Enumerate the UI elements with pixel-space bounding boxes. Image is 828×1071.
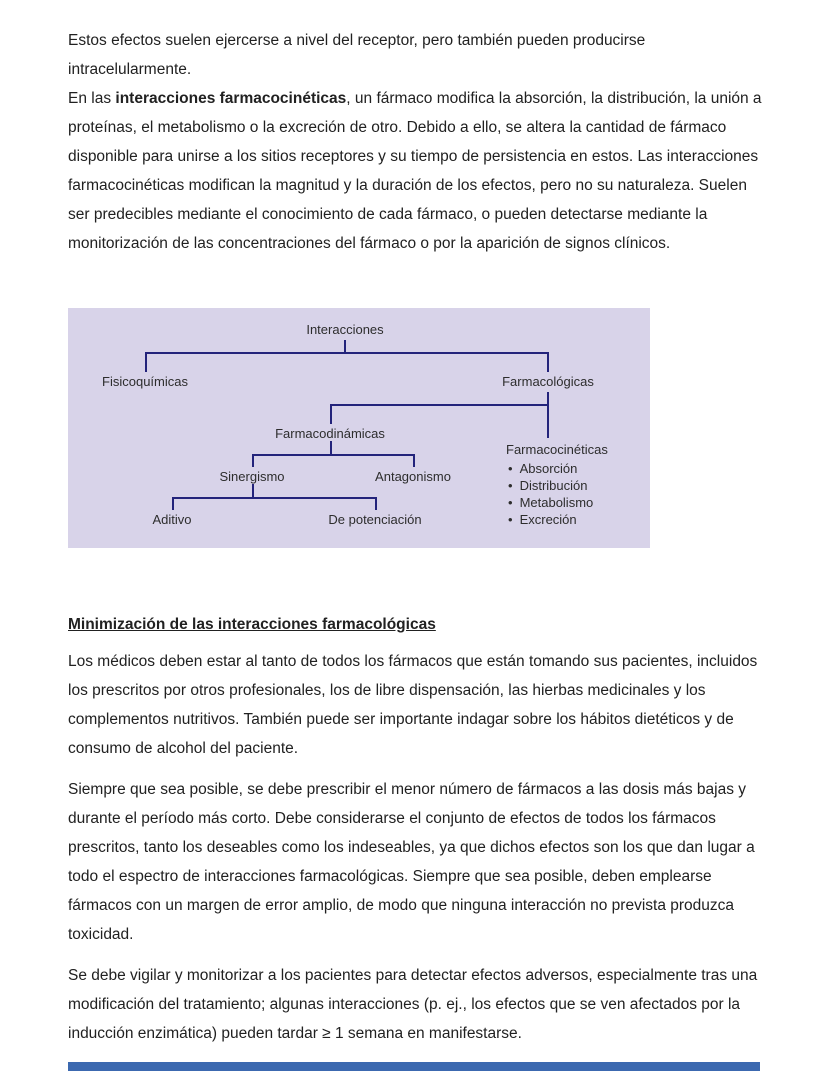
paragraph-intro-1: Estos efectos suelen ejercerse a nivel del receptor, pero también pueden producirse intracelularmente. [68, 32, 646, 78]
connector-line [330, 441, 332, 454]
bold-term: interacciones farmacocinéticas [115, 90, 347, 107]
intro-text [68, 26, 768, 258]
paragraph-section-1: Los médicos deben estar al tanto de todos los fármacos que están tomando sus pacientes, incluidos los prescritos por otros profesionales, los de libre dispensación, las hierbas medicinales y los complementos nutritivos. También puede ser importante indagar sobre los hábitos dietéticos y de consumo de alcohol del paciente. [68, 653, 758, 757]
connector-line [330, 404, 332, 424]
pharmacokinetic-title: Farmacocinéticas [506, 442, 608, 457]
connector-line [172, 497, 174, 510]
minimization-section [68, 610, 768, 1060]
connector-line [145, 352, 549, 354]
paragraph-section-2: Siempre que sea posible, se debe prescribir el menor número de fármacos a las dosis más bajas y durante el período más corto. Debe considerarse el conjunto de efectos de todos los fármacos prescritos, tanto los deseables como los indeseables, ya que dichos efectos son los que dan lugar a todo el espectro de interacciones farmacológicas. Siempre que sea posible, deben emplearse fármacos con un margen de error amplio, de modo que ninguna interacción no prevista produzca toxicidad. [68, 781, 755, 943]
connector-line [330, 404, 549, 406]
list-item: • Absorción [506, 460, 608, 477]
connector-line [252, 454, 254, 467]
connector-line [375, 497, 377, 510]
diagram-node-pharmacodynamic: Farmacodinámicas [275, 426, 385, 441]
connector-line [172, 497, 377, 499]
connector-line [547, 352, 549, 372]
diagram-node-root: Interacciones [306, 322, 384, 337]
diagram-node-potentiation: De potenciación [328, 512, 422, 527]
connector-line [252, 484, 254, 497]
diagram-node-additive: Aditivo [152, 512, 192, 527]
paragraph-section-3: Se debe vigilar y monitorizar a los pacientes para detectar efectos adversos, especialmente tras una modificación del tratamiento; algunas interacciones (p. ej., los efectos que se ven afectados por la inducción enzimática) pueden tardar ≥ 1 semana en manifestarse. [68, 967, 758, 1042]
diagram-node-pharmacological: Farmacológicas [502, 374, 594, 389]
section-heading: Minimización de las interacciones farmacológicas [68, 616, 436, 633]
list-item: • Metabolismo [506, 494, 608, 511]
partial-table-header-bar [68, 1062, 760, 1071]
diagram-node-pharmacokinetic [506, 442, 608, 528]
connector-line [145, 352, 147, 372]
text-run: , un fármaco modifica la absorción, la distribución, la unión a proteínas, el metabolismo o la excreción de otro. Debido a ello, se altera la cantidad de fármaco disponible para unirse a los sitios receptores y su tiempo de persistencia en estos. Las interacciones farmacocinéticas modifican la magnitud y la duración de los efectos, pero no su naturaleza. Suelen ser predecibles mediante el conocimiento de cada fármaco, o pueden detectarse mediante la monitorización de las concentraciones del fármaco o por la aparición de signos clínicos. [68, 90, 762, 252]
pharmacokinetic-list [506, 460, 608, 528]
diagram-node-physicochemical: Fisicoquímicas [102, 374, 188, 389]
diagram-node-antagonism: Antagonismo [375, 469, 451, 484]
connector-line [547, 404, 549, 438]
interactions-diagram [68, 308, 650, 548]
diagram-node-synergism: Sinergismo [219, 469, 285, 484]
list-item: • Excreción [506, 511, 608, 528]
paragraph-intro-2 [68, 84, 768, 258]
text-run: En las [68, 90, 116, 107]
connector-line [252, 454, 415, 456]
connector-line [413, 454, 415, 467]
list-item: • Distribución [506, 477, 608, 494]
